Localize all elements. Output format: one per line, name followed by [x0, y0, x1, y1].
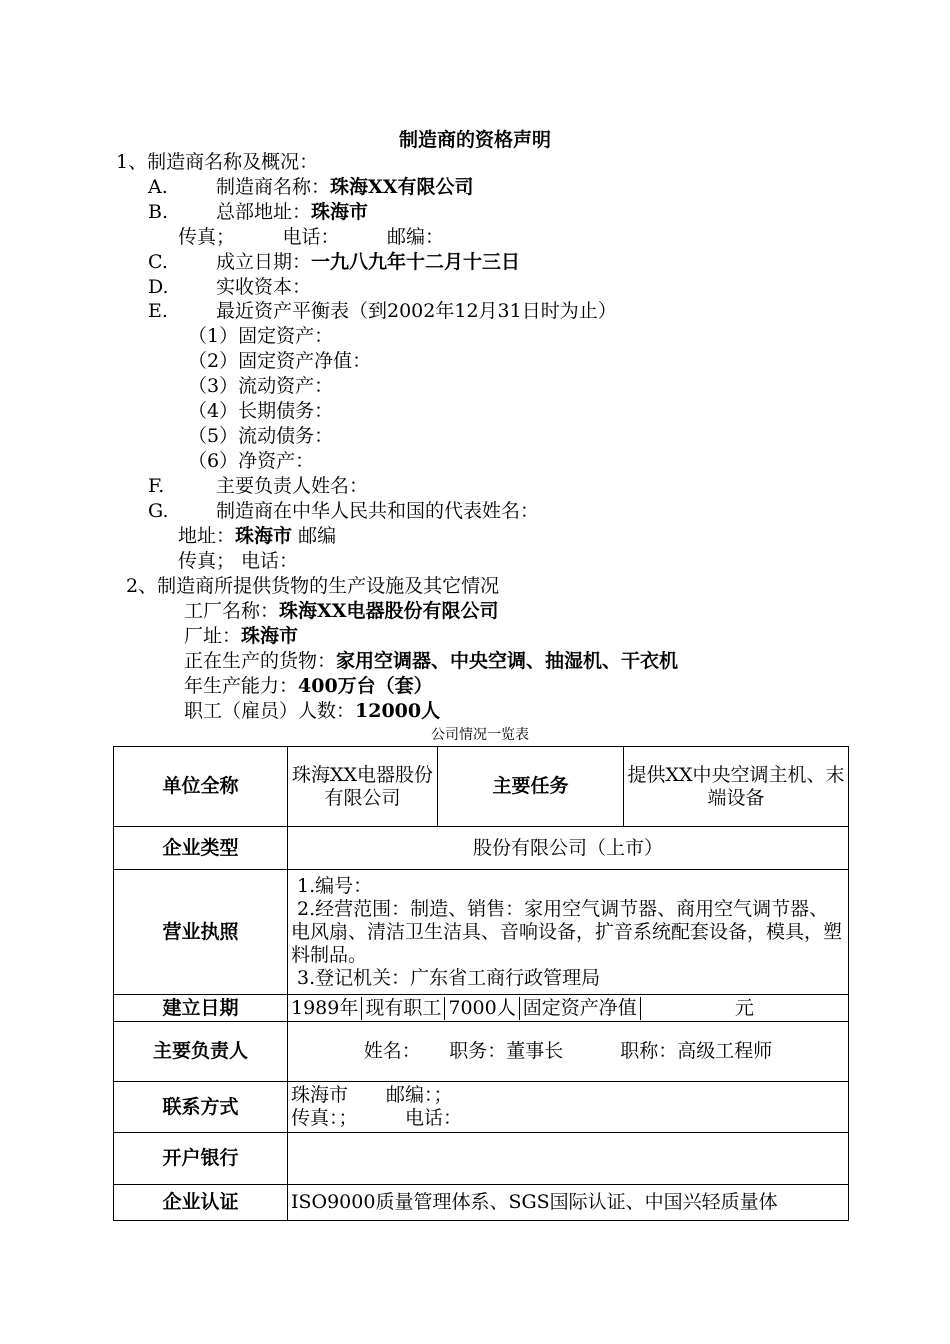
rep-address: [178, 524, 336, 548]
hq-contact: 传真； 电话： 邮编：: [178, 226, 445, 248]
unit-name-value: 珠海XX电器股份有限公司: [288, 747, 438, 827]
hq-address: 珠海市: [311, 201, 369, 223]
item-e-letter: E.: [148, 300, 168, 322]
item-b: [148, 200, 368, 224]
staff-value: 12000人: [355, 700, 441, 722]
item-d-letter: D.: [148, 276, 169, 298]
rep-address-value: 珠海市: [235, 525, 293, 547]
balance-item: （2）固定资产净值：: [188, 350, 372, 372]
table-row: [114, 995, 849, 1022]
item-e: [148, 299, 617, 323]
rep-address-suffix: 邮编: [292, 525, 337, 547]
factory-name-value: 珠海XX电器股份有限公司: [279, 600, 499, 622]
table-row: [114, 1185, 849, 1221]
head-value: 姓名： 职务：董事长 职称：高级工程师: [288, 1022, 849, 1082]
table-caption: 公司情况一览表: [431, 727, 529, 743]
net-fixed-assets-value: 元: [734, 996, 754, 1019]
business-license-value: [288, 870, 849, 995]
balance-item: （4）长期债务：: [188, 400, 334, 422]
item-g-label: 制造商在中华人民共和国的代表姓名：: [216, 500, 540, 522]
current-staff-label: 现有职工: [362, 997, 445, 1020]
capacity-value: 400万台（套）: [298, 675, 433, 697]
contact-line: 传真：； 电话：: [291, 1107, 463, 1129]
bank-value: [288, 1133, 849, 1185]
table-row: [114, 827, 849, 870]
item-g: [148, 499, 539, 523]
item-g-letter: G.: [148, 500, 169, 522]
section-1-heading: 1、制造商名称及概况：: [116, 151, 319, 173]
item-c-label: 成立日期：: [216, 251, 312, 273]
bank-label: 开户银行: [114, 1133, 288, 1185]
business-license-label: 营业执照: [114, 870, 288, 995]
annual-capacity: [184, 674, 433, 698]
factory-address: [184, 624, 298, 648]
item-e-label: 最近资产平衡表（到2002年12月31日时为止）: [216, 300, 617, 322]
factory-name-label: 工厂名称：: [184, 600, 280, 622]
unit-name-label: 单位全称: [114, 747, 288, 827]
item-a-label: 制造商名称：: [216, 176, 331, 198]
rep-address-label: 地址：: [178, 525, 236, 547]
main-task-label: 主要任务: [438, 747, 624, 827]
item-c-letter: C.: [148, 251, 168, 273]
contact-line: 珠海市 邮编：；: [291, 1084, 453, 1106]
section-2-heading: 2、制造商所提供货物的生产设施及其它情况: [126, 575, 500, 597]
license-authority: 3.登记机关：广东省工商行政管理局: [297, 966, 601, 989]
head-label: 主要负责人: [114, 1022, 288, 1082]
company-type-value: 股份有限公司（上市）: [288, 827, 849, 870]
item-c: [148, 250, 520, 274]
item-f-label: 主要负责人姓名：: [216, 475, 369, 497]
company-info-table: [113, 746, 849, 1221]
balance-item: （1）固定资产：: [188, 325, 334, 347]
balance-item: （5）流动债务：: [188, 425, 334, 447]
item-a-letter: A.: [148, 176, 168, 198]
balance-item: （3）流动资产：: [188, 375, 334, 397]
table-row: [114, 1082, 849, 1133]
goods-label: 正在生产的货物：: [184, 650, 337, 672]
capacity-label: 年生产能力：: [184, 675, 299, 697]
item-a: [148, 175, 474, 199]
table-row: [114, 1022, 849, 1082]
table-row: [114, 870, 849, 995]
founded-year: 1989年: [288, 997, 362, 1020]
contact-label: 联系方式: [114, 1082, 288, 1133]
item-b-label: 总部地址：: [216, 201, 312, 223]
balance-item: （6）净资产：: [188, 450, 315, 472]
license-number: 1.编号：: [297, 874, 373, 897]
factory-address-label: 厂址：: [184, 625, 242, 647]
staff-count: [184, 699, 440, 723]
certification-value: ISO9000质量管理体系、SGS国际认证、中国兴轻质量体: [288, 1185, 849, 1221]
goods-in-production: [184, 649, 678, 673]
item-d-label: 实收资本：: [216, 276, 312, 298]
company-type-label: 企业类型: [114, 827, 288, 870]
item-f-letter: F.: [148, 475, 165, 497]
goods-value: 家用空调器、中央空调、抽湿机、干衣机: [336, 650, 679, 672]
contact-value: [288, 1082, 849, 1133]
document-title: 制造商的资格声明: [398, 129, 551, 151]
table-row: [114, 747, 849, 827]
net-fixed-assets-label: 固定资产净值: [520, 997, 641, 1020]
manufacturer-name: 珠海XX有限公司: [330, 176, 474, 198]
certification-label: 企业认证: [114, 1185, 288, 1221]
rep-contact: 传真； 电话：: [178, 550, 299, 572]
founded-details: [288, 995, 849, 1022]
item-b-letter: B.: [148, 201, 169, 223]
factory-address-value: 珠海市: [241, 625, 299, 647]
staff-label: 职工（雇员）人数：: [184, 700, 356, 722]
license-scope: 2.经营范围：制造、销售：家用空气调节器、商用空气调节器、电风扇、清洁卫生洁具、音响设备，扩音系统配套设备，模具，塑料制品。: [291, 897, 843, 966]
main-task-value: 提供XX中央空调主机、末端设备: [624, 747, 849, 827]
current-staff-value: 7000人: [445, 997, 519, 1020]
factory-name: [184, 599, 499, 623]
founded-label: 建立日期: [114, 995, 288, 1022]
item-d: [148, 275, 311, 299]
founding-date: 一九八九年十二月十三日: [311, 251, 521, 273]
table-row: [114, 1133, 849, 1185]
item-f: [148, 474, 368, 498]
